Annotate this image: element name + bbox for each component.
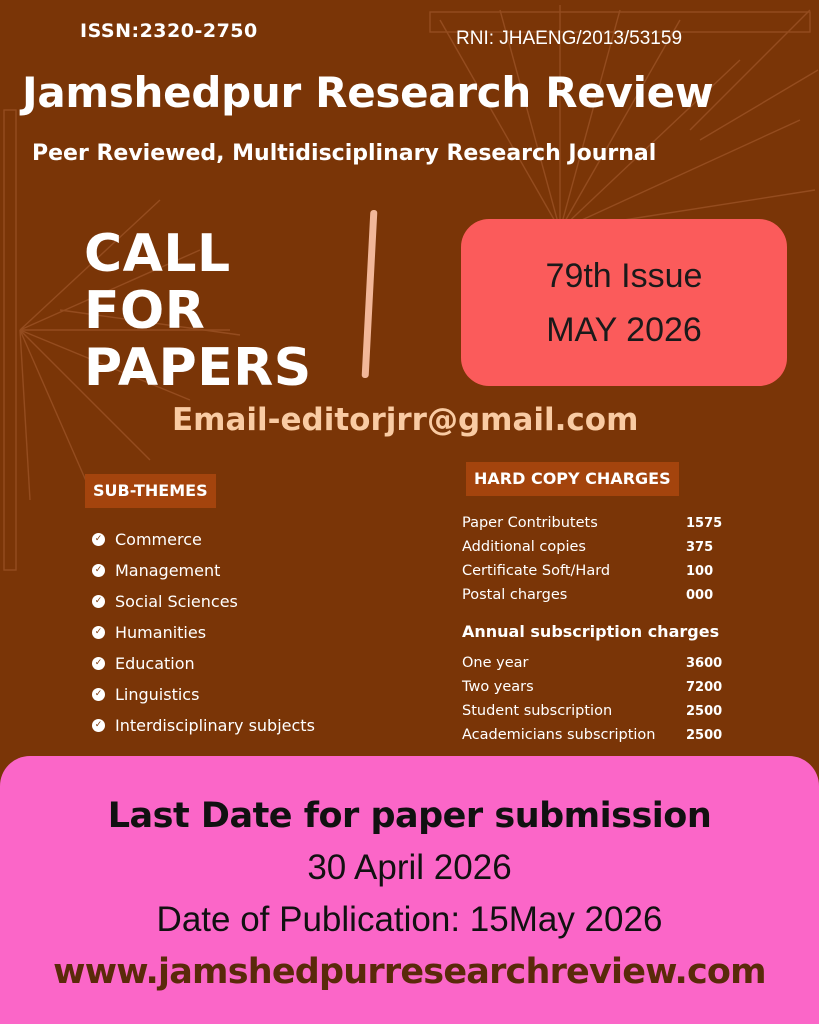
- journal-title: Jamshedpur Research Review: [22, 68, 714, 117]
- issue-number: 79th Issue: [545, 257, 703, 295]
- check-circle-icon: ✓: [92, 719, 105, 732]
- issue-month: MAY 2026: [546, 311, 702, 349]
- cfp-line-1: CALL: [84, 224, 231, 284]
- cfp-line-2: FOR: [84, 281, 206, 341]
- call-for-papers-heading: [84, 226, 312, 397]
- check-circle-icon: ✓: [92, 595, 105, 608]
- list-item: ✓ Commerce: [92, 524, 315, 555]
- website-link[interactable]: www.jamshedpurresearchreview.com: [53, 952, 766, 992]
- table-row: One year 3600: [462, 655, 723, 671]
- check-circle-icon: ✓: [92, 657, 105, 670]
- rni-number: RNI: JHAENG/2013/53159: [456, 28, 683, 49]
- table-row: Two years 7200: [462, 679, 723, 695]
- subthemes-list: [92, 524, 315, 741]
- deadline-date: 30 April 2026: [307, 848, 512, 887]
- check-circle-icon: ✓: [92, 688, 105, 701]
- journal-subtitle: Peer Reviewed, Multidisciplinary Research Journal: [32, 141, 657, 166]
- check-circle-icon: ✓: [92, 626, 105, 639]
- list-item: ✓ Linguistics: [92, 679, 315, 710]
- submission-info-panel: [0, 756, 819, 1024]
- cfp-line-3: PAPERS: [84, 338, 312, 398]
- table-row: Additional copies 375: [462, 539, 714, 555]
- annual-subscription-heading: Annual subscription charges: [462, 622, 720, 641]
- check-circle-icon: ✓: [92, 564, 105, 577]
- table-row: Student subscription 2500: [462, 703, 723, 719]
- charges-table: [462, 511, 722, 747]
- list-item: ✓ Humanities: [92, 617, 315, 648]
- table-row: Certificate Soft/Hard 100: [462, 563, 714, 579]
- divider-line: [362, 210, 378, 378]
- contact-email[interactable]: Email-editorjrr@gmail.com: [172, 402, 639, 438]
- hardcopy-heading: HARD COPY CHARGES: [466, 462, 679, 496]
- table-row: Academicians subscription 2500: [462, 727, 723, 743]
- publication-date: Date of Publication: 15May 2026: [156, 900, 663, 939]
- list-item: ✓ Education: [92, 648, 315, 679]
- subthemes-heading: SUB-THEMES: [85, 474, 216, 508]
- list-item: ✓ Social Sciences: [92, 586, 315, 617]
- issue-badge: [461, 219, 787, 386]
- issn-number: ISSN:2320-2750: [80, 20, 258, 42]
- table-row: Postal charges 000: [462, 587, 714, 603]
- check-circle-icon: ✓: [92, 533, 105, 546]
- list-item: ✓ Management: [92, 555, 315, 586]
- table-row: Paper Contributets 1575: [462, 515, 723, 531]
- list-item: ✓ Interdisciplinary subjects: [92, 710, 315, 741]
- deadline-label: Last Date for paper submission: [107, 796, 712, 836]
